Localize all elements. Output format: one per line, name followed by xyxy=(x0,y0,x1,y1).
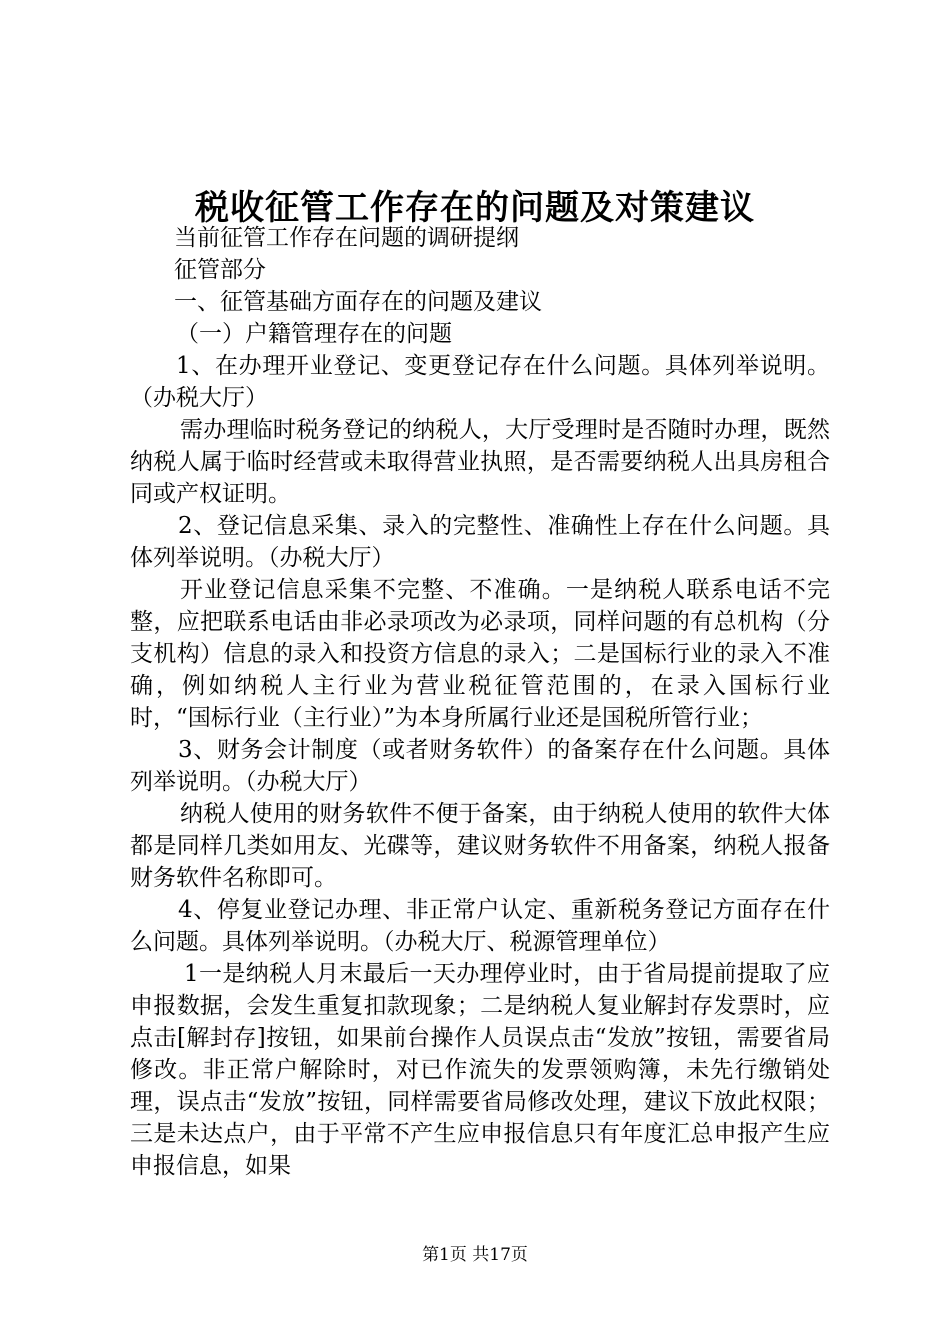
page-footer: 第1页 共17页 xyxy=(422,1245,528,1265)
document-title: 税收征管工作存在的问题及对策建议 xyxy=(195,188,755,228)
paragraph-section-heading: 征管部分 xyxy=(174,257,266,283)
paragraph-outline-heading: 当前征管工作存在问题的调研提纲 xyxy=(174,225,519,251)
document-body xyxy=(130,222,830,1182)
paragraph-answer-3: 纳税人使用的财务软件不便于备案，由于纳税人使用的软件大体都是同样几类如用友、光碟等，建议财务软件不用备案，纳税人报备财务软件名称即可。 xyxy=(130,801,830,891)
paragraph-part-heading: 一、征管基础方面存在的问题及建议 xyxy=(174,289,542,315)
paragraph-answer-4: 1一是纳税人月末最后一天办理停业时，由于省局提前提取了应申报数据，会发生重复扣款现象；二是纳税人复业解封存发票时，应点击[解封存]按钮，如果前台操作人员误点击“发放”按钮，需要省局修改。非正常户解除时，对已作流失的发票领购簿，未先行缴销处理，误点击“发放”按钮，同样需要省局修改处理，建议下放此权限；三是未达点户，由于平常不产生应申报信息只有年度汇总申报产生应申报信息，如果 xyxy=(130,961,830,1179)
paragraph-question-3: 3、财务会计制度（或者财务软件）的备案存在什么问题。具体列举说明。（办税大厅） xyxy=(130,737,830,795)
paragraph-question-1: 1、在办理开业登记、变更登记存在什么问题。具体列举说明。（办税大厅） xyxy=(130,353,830,411)
paragraph-question-2: 2、登记信息采集、录入的完整性、准确性上存在什么问题。具体列举说明。（办税大厅） xyxy=(130,513,830,571)
paragraph-subheading: （一）户籍管理存在的问题 xyxy=(176,321,452,347)
paragraph-question-4: 4、停复业登记办理、非正常户认定、重新税务登记方面存在什么问题。具体列举说明。（办税大厅、税源管理单位） xyxy=(130,897,830,955)
paragraph-answer-2: 开业登记信息采集不完整、不准确。一是纳税人联系电话不完整，应把联系电话由非必录项改为必录项，同样问题的有总机构（分支机构）信息的录入和投资方信息的录入；二是国标行业的录入不准确，例如纳税人主行业为营业税征管范围的，在录入国标行业时，“国标行业（主行业）”为本身所属行业还是国税所管行业； xyxy=(130,577,830,731)
paragraph-answer-1: 需办理临时税务登记的纳税人，大厅受理时是否随时办理，既然纳税人属于临时经营或未取得营业执照，是否需要纳税人出具房租合同或产权证明。 xyxy=(130,417,830,507)
